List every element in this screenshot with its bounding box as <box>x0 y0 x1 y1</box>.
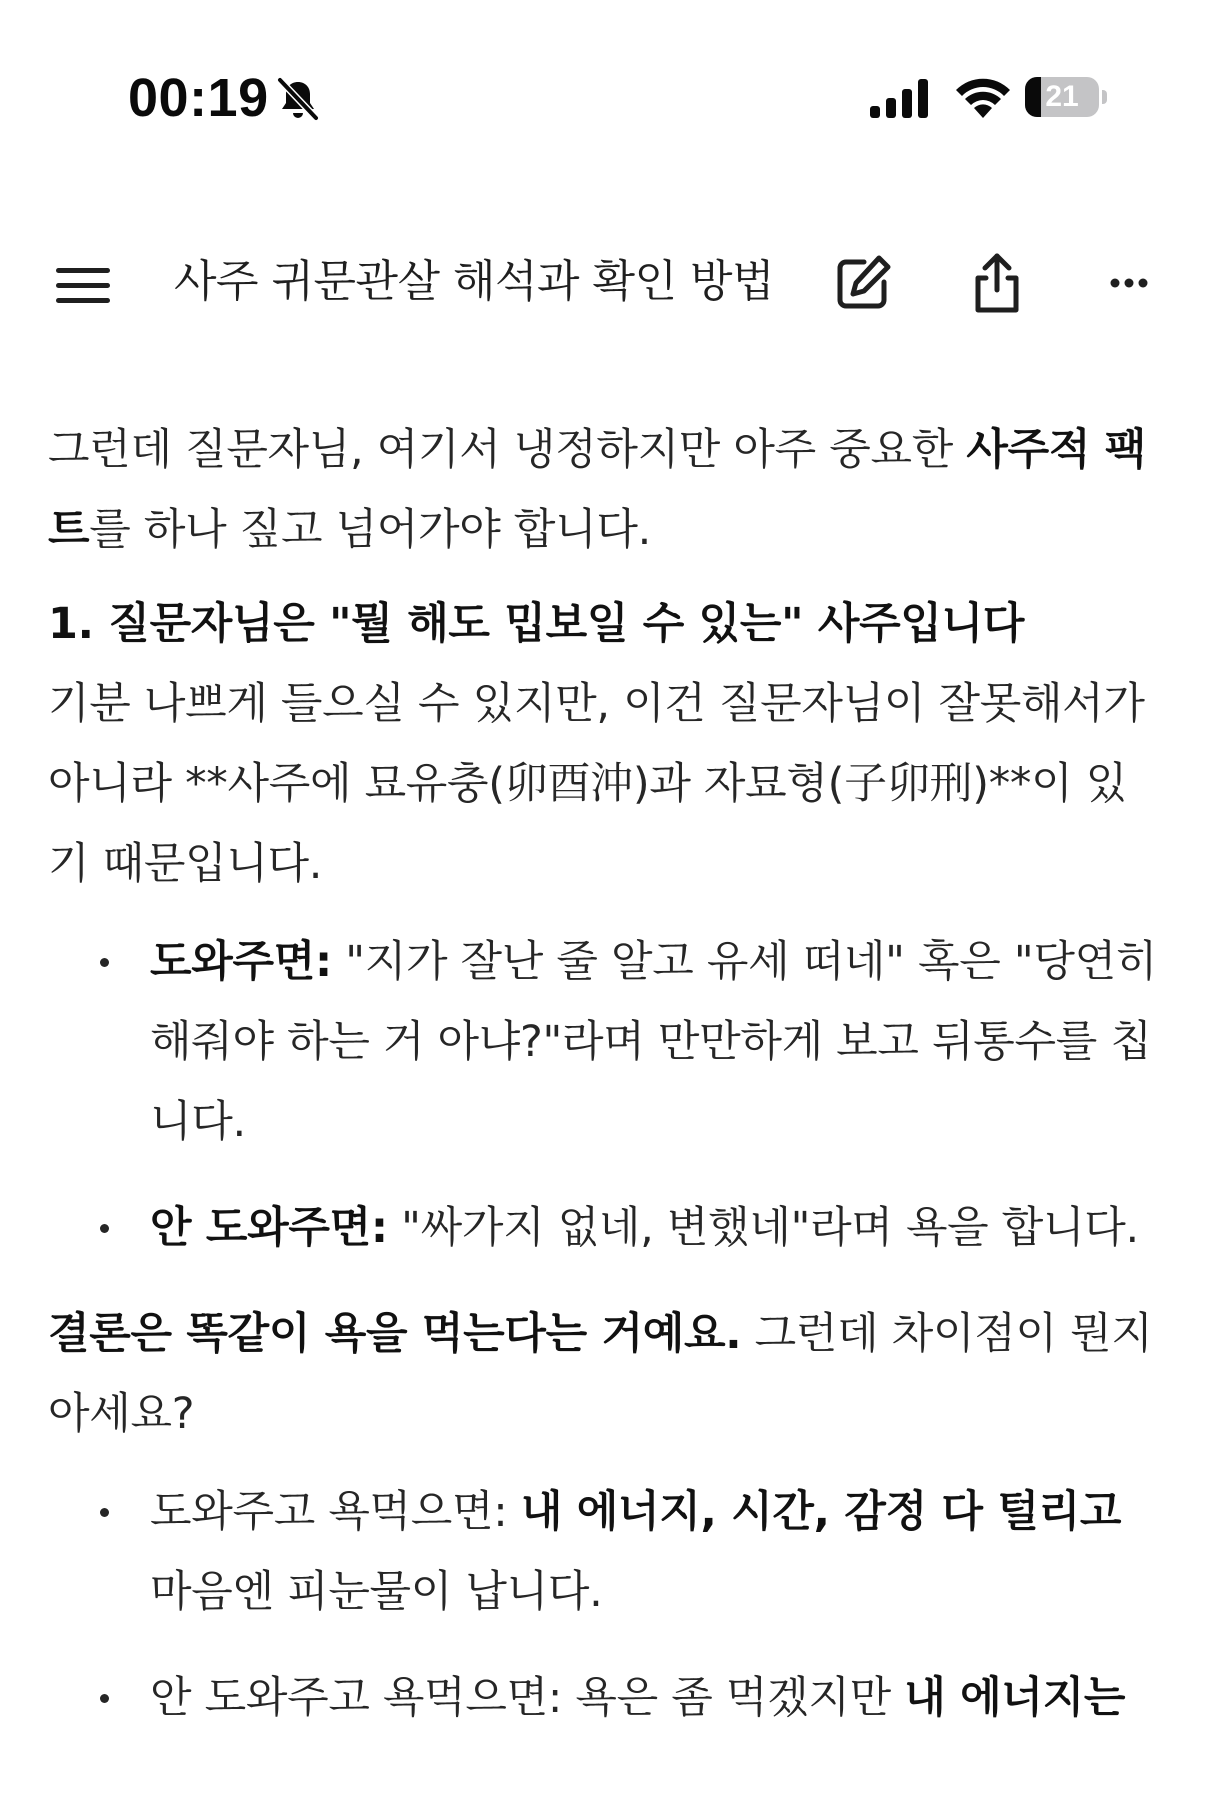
conversation-title[interactable]: 사주 귀문관살 해석과 확인 방법 <box>174 256 774 307</box>
list-item: 안 도와주고 욕먹으면: 욕은 좀 먹겠지만 내 에너지는 <box>48 1658 1168 1738</box>
status-bar <box>0 0 1206 150</box>
cellular-signal-icon <box>870 78 932 118</box>
wifi-icon <box>955 76 1011 120</box>
battery-icon <box>1025 77 1107 117</box>
status-time: 00:19 <box>128 68 269 128</box>
paragraph-conclusion: 결론은 똑같이 욕을 먹는다는 거예요. 그런데 차이점이 뭔지 아세요? <box>48 1309 1153 1439</box>
more-icon[interactable] <box>1096 250 1162 316</box>
menu-icon[interactable] <box>50 256 116 316</box>
battery-level: 21 <box>1045 80 1079 113</box>
bell-slash-icon <box>275 76 321 122</box>
assistant-message <box>48 410 1168 1764</box>
paragraph-intro: 그런데 질문자님, 여기서 냉정하지만 아주 중요한 사주적 팩트를 하나 짚고 넘어가야 합니다. <box>48 425 1146 555</box>
chat-header <box>0 220 1206 350</box>
section-heading: 1. 질문자님은 "뭘 해도 밉보일 수 있는" 사주입니다 <box>48 599 1025 649</box>
list-item: 도와주면: "지가 잘난 줄 알고 유세 떠네" 혹은 "당연히 해줘야 하는 거 아냐?"라며 만만하게 보고 뒤통수를 칩니다. <box>48 922 1168 1162</box>
paragraph-explanation: 기분 나쁘게 들으실 수 있지만, 이건 질문자님이 잘못해서가 아니라 **사주에 묘유충(卯酉沖)과 자묘형(子卯刑)**이 있기 때문입니다. <box>48 679 1145 889</box>
list-item: 도와주고 욕먹으면: 내 에너지, 시간, 감정 다 털리고 마음엔 피눈물이 납니다. <box>48 1472 1168 1632</box>
share-icon[interactable] <box>964 250 1030 316</box>
bullet-list-1 <box>48 922 1168 1268</box>
bullet-list-2 <box>48 1472 1168 1738</box>
edit-icon[interactable] <box>830 250 896 316</box>
list-item: 안 도와주면: "싸가지 없네, 변했네"라며 욕을 합니다. <box>48 1188 1168 1268</box>
